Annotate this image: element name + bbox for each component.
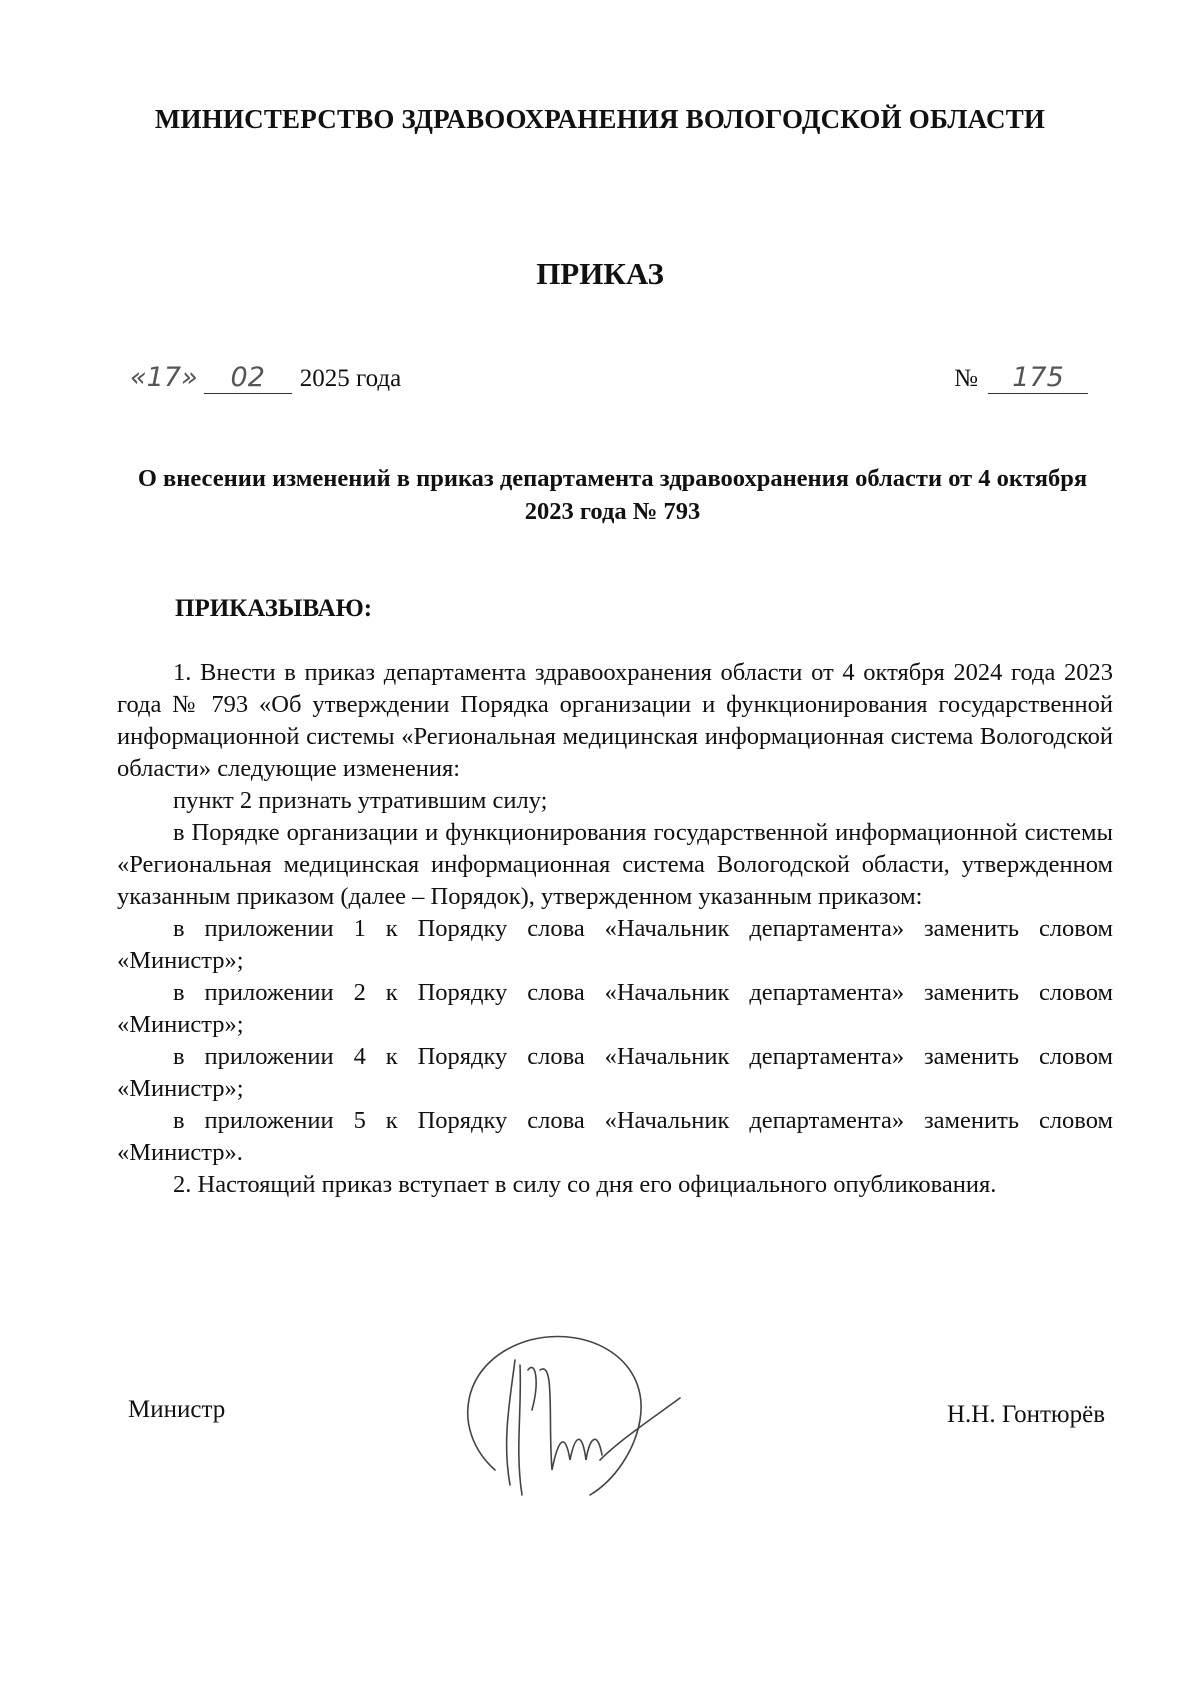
order-subject: О внесении изменений в приказ департамента здравоохранения области от 4 октября 2023 года № 793 xyxy=(137,465,1088,525)
number-value-field xyxy=(988,362,1088,394)
order-number xyxy=(954,362,1088,394)
order-date xyxy=(130,362,401,394)
signature-tail xyxy=(600,1398,680,1460)
number-value: 175 xyxy=(1012,362,1064,393)
paragraph-4: в приложении 1 к Порядку слова «Начальник департамента» заменить словом «Министр»; xyxy=(117,915,1113,974)
document-type-title: ПРИКАЗ xyxy=(536,256,664,291)
paragraph-8: 2. Настоящий приказ вступает в силу со дня его официального опубликования. xyxy=(173,1171,997,1198)
paragraph-5: в приложении 2 к Порядку слова «Начальник департамента» заменить словом «Министр»; xyxy=(117,979,1113,1038)
date-month: 02 xyxy=(204,362,292,394)
number-label: № xyxy=(954,365,978,392)
date-day: 17 xyxy=(146,362,182,393)
signatory-title: Министр xyxy=(128,1396,226,1423)
paragraph-6: в приложении 4 к Порядку слова «Начальник департамента» заменить словом «Министр»; xyxy=(117,1043,1113,1102)
signature-strokes-middle xyxy=(540,1369,602,1470)
order-body xyxy=(117,657,1113,1201)
signature-strokes-left xyxy=(507,1360,536,1495)
ministry-name: МИНИСТЕРСТВО ЗДРАВООХРАНЕНИЯ ВОЛОГОДСКОЙ ОБЛАСТИ xyxy=(154,104,1046,134)
paragraph-1: 1. Внести в приказ департамента здравоохранения области от 4 октября 2024 года 2023 года № 793 «Об утверждении Порядка организации и функционирования государственной информационной системы «Региональная медицинская информационная система Вологодской области» следующие изменения: xyxy=(117,659,1113,782)
signatory-name: Н.Н. Гонтюрёв xyxy=(947,1401,1105,1428)
paragraph-7: в приложении 5 к Порядку слова «Начальник департамента» заменить словом «Министр». xyxy=(117,1107,1113,1166)
paragraph-3: в Порядке организации и функционирования государственной информационной системы «Региональная медицинская информационная система Вологодской области, утвержденном указанным приказом (далее – Порядок), утвержденном указанным приказом: xyxy=(117,819,1113,910)
date-close-quote: » xyxy=(181,362,198,393)
paragraph-2: пункт 2 признать утратившим силу; xyxy=(173,787,548,814)
handwritten-signature xyxy=(440,1320,740,1520)
date-open-quote: « xyxy=(130,362,147,393)
date-year: 2025 года xyxy=(299,365,402,392)
order-directive-word: ПРИКАЗЫВАЮ: xyxy=(175,595,373,622)
signature-loop xyxy=(468,1337,641,1495)
